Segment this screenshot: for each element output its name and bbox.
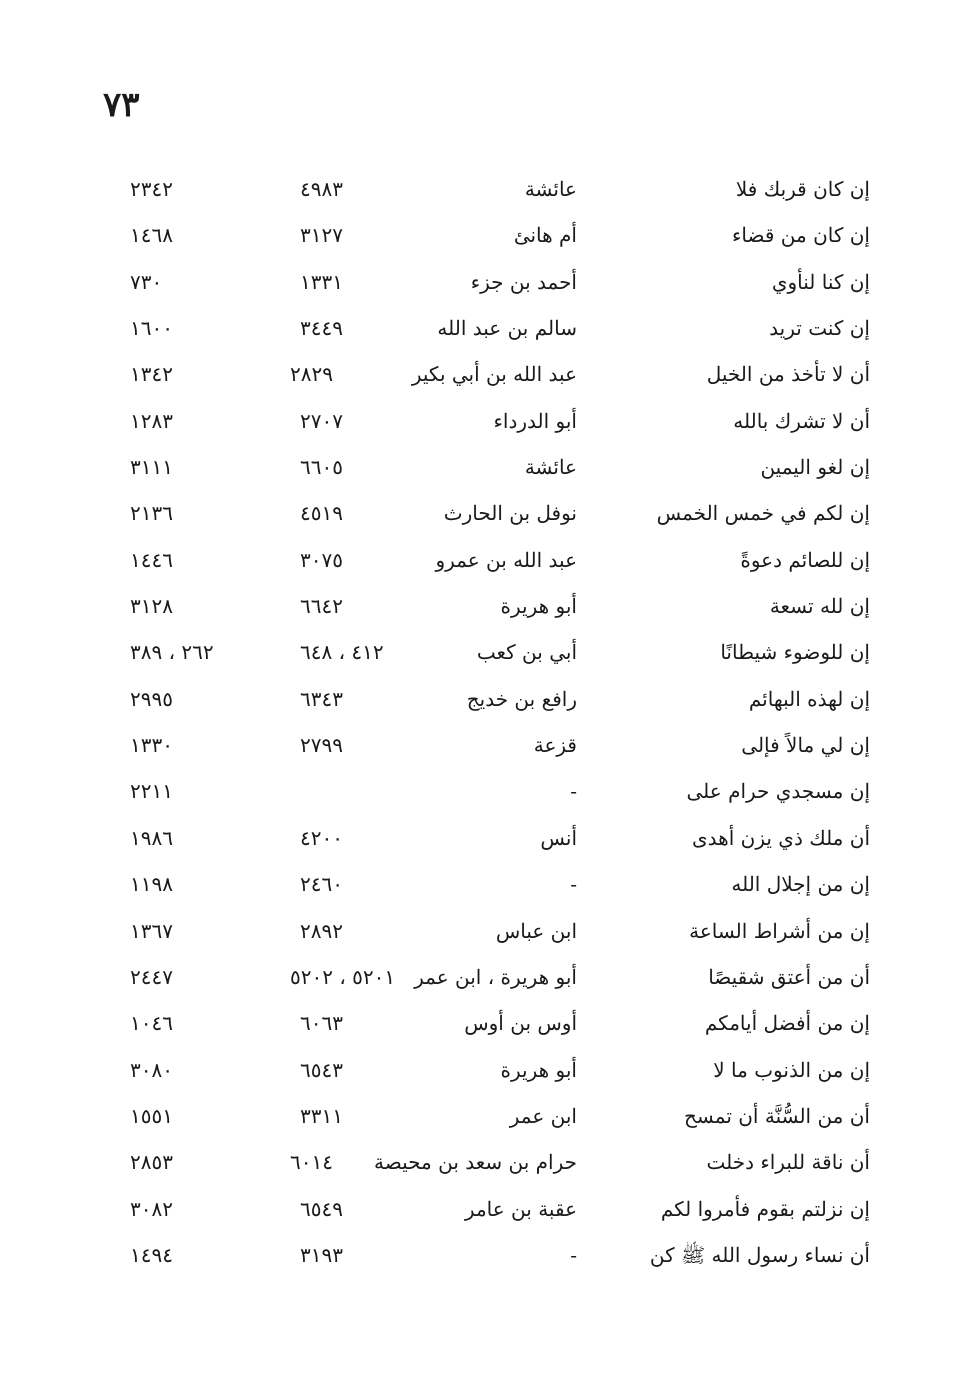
table-row <box>0 216 957 262</box>
hadith-text: إن كان من قضاء <box>732 223 870 248</box>
reference-number-primary: ٦٠١٤ <box>290 1150 333 1175</box>
hadith-text: إن من إجلال الله <box>731 872 870 897</box>
narrator-name: سالم بن عبد الله <box>437 316 577 341</box>
hadith-text: أن من السُّنَّة أن تمسح <box>684 1103 870 1128</box>
narrator-name: - <box>570 872 577 897</box>
table-row <box>0 494 957 540</box>
narrator-name: ابن عباس <box>495 918 577 943</box>
reference-number-primary: ٣١٢٧ <box>300 223 343 248</box>
reference-number-secondary: ١٥٥١ <box>130 1103 173 1128</box>
reference-number-secondary: ١٤٩٤ <box>130 1242 173 1267</box>
reference-number-primary: ٤٢٠٠ <box>300 825 343 850</box>
reference-number-secondary: ٧٣٠ <box>130 269 163 294</box>
table-row <box>0 912 957 958</box>
reference-number-primary: ٣٠٧٥ <box>300 547 343 572</box>
table-row <box>0 633 957 679</box>
table-row <box>0 355 957 401</box>
table-row <box>0 263 957 309</box>
narrator-name: - <box>570 1242 577 1267</box>
table-row <box>0 1097 957 1143</box>
reference-number-secondary: ٣٠٨٠ <box>130 1057 173 1082</box>
reference-number-primary: ٦٦٠٥ <box>300 455 343 480</box>
table-row <box>0 1190 957 1236</box>
narrator-name: عائشة <box>524 177 577 201</box>
reference-number-secondary: ٣١٢٨ <box>130 594 173 619</box>
table-row <box>0 819 957 865</box>
reference-number-primary: ٦٦٤٢ <box>300 594 343 619</box>
reference-number-secondary: ١٤٦٨ <box>130 223 173 248</box>
narrator-name: عقبة بن عامر <box>464 1196 577 1221</box>
hadith-text: إن لي مالاً فإلى <box>741 733 870 758</box>
narrator-name: نوفل بن الحارث <box>443 501 577 526</box>
reference-number-secondary: ٢٣٤٢ <box>130 177 173 201</box>
narrator-name: قزعة <box>533 733 577 758</box>
reference-number-secondary: ٢٢١١ <box>130 779 173 804</box>
reference-number-secondary: ٢٤٤٧ <box>130 964 173 989</box>
hadith-text: إن لغو اليمين <box>760 455 870 480</box>
hadith-text: إن من أشراط الساعة <box>689 918 870 943</box>
hadith-text: إن كان قربك فلا <box>735 177 870 201</box>
reference-number-primary: ٤٩٨٣ <box>300 177 343 201</box>
narrator-name: - <box>570 779 577 804</box>
table-row <box>0 448 957 494</box>
narrator-name: ابن عمر <box>509 1103 577 1128</box>
table-row <box>0 170 957 216</box>
reference-number-primary: ٦٥٤٣ <box>300 1057 343 1082</box>
table-row <box>0 680 957 726</box>
reference-number-secondary: ١١٩٨ <box>130 872 173 897</box>
hadith-text: أن نساء رسول الله ﷺ كن <box>649 1242 870 1267</box>
hadith-index-table <box>0 170 957 1282</box>
table-row <box>0 402 957 448</box>
hadith-text: أن ملك ذي يزن أهدى <box>692 825 870 850</box>
table-row <box>0 865 957 911</box>
table-row <box>0 1004 957 1050</box>
reference-number-primary: ٢٤٦٠ <box>300 872 343 897</box>
reference-number-primary: ٢٨٢٩ <box>290 362 333 387</box>
hadith-text: إن لهذه البهائم <box>748 686 870 711</box>
table-row <box>0 1051 957 1097</box>
hadith-text: إن من أفضل أيامكم <box>704 1011 870 1036</box>
reference-number-primary: ٣٣١١ <box>300 1103 343 1128</box>
reference-number-secondary: ١٣٣٠ <box>130 733 173 758</box>
narrator-name: أحمد بن جزء <box>470 269 577 294</box>
table-row <box>0 309 957 355</box>
narrator-name: عبد الله بن أبي بكير <box>411 362 577 387</box>
reference-number-secondary: ١٣٤٢ <box>130 362 173 387</box>
hadith-text: إن مسجدي حرام على <box>686 779 870 804</box>
reference-number-primary: ٦٠٦٣ <box>300 1011 343 1036</box>
hadith-text: إن من الذنوب ما لا <box>713 1057 870 1082</box>
hadith-text: إن كنا لنأوي <box>771 269 870 294</box>
hadith-text: إن للوضوء شيطانًا <box>720 640 870 665</box>
narrator-name: أبو الدرداء <box>493 408 577 433</box>
reference-number-secondary: ٢٦٢ ، ٣٨٩ <box>130 640 214 665</box>
reference-number-secondary: ١٠٤٦ <box>130 1011 173 1036</box>
hadith-text: أن من أعتق شقيصًا <box>708 964 870 989</box>
table-row <box>0 726 957 772</box>
table-row <box>0 1236 957 1282</box>
table-row <box>0 541 957 587</box>
narrator-name: رافع بن خديج <box>466 686 577 711</box>
reference-number-secondary: ٢٨٥٣ <box>130 1150 173 1175</box>
page-number: ٧٣ <box>103 85 140 125</box>
narrator-name: أوس بن أوس <box>464 1011 577 1036</box>
hadith-text: أن لا تشرك بالله <box>733 408 870 433</box>
hadith-text: أن ناقة للبراء دخلت <box>706 1150 870 1175</box>
reference-number-secondary: ١٦٠٠ <box>130 316 173 341</box>
reference-number-secondary: ١٤٤٦ <box>130 547 173 572</box>
reference-number-secondary: ١٢٨٣ <box>130 408 173 433</box>
narrator-name: أبو هريرة ، ابن عمر <box>414 964 577 989</box>
hadith-text: إن للصائم دعوةً <box>740 547 870 572</box>
reference-number-primary: ٥٢٠١ ، ٥٢٠٢ <box>290 964 396 989</box>
table-row <box>0 958 957 1004</box>
reference-number-primary: ٢٧٩٩ <box>300 733 343 758</box>
reference-number-primary: ٢٧٠٧ <box>300 408 343 433</box>
narrator-name: حرام بن سعد بن محيصة <box>374 1150 577 1175</box>
narrator-name: أم هانئ <box>513 223 577 248</box>
hadith-text: إن كنت تريد <box>769 316 870 341</box>
narrator-name: عائشة <box>524 455 577 480</box>
reference-number-secondary: ٢٩٩٥ <box>130 686 173 711</box>
narrator-name: عبد الله بن عمرو <box>435 547 577 572</box>
table-row <box>0 1143 957 1189</box>
hadith-text: إن نزلتم بقوم فأمروا لكم <box>660 1196 870 1221</box>
reference-number-primary: ٢٨٩٢ <box>300 918 343 943</box>
reference-number-primary: ٦٥٤٩ <box>300 1196 343 1221</box>
narrator-name: أبو هريرة <box>500 594 577 619</box>
reference-number-primary: ٤١٢ ، ٦٤٨ <box>300 640 384 665</box>
hadith-text: إن لله تسعة <box>769 594 870 619</box>
reference-number-primary: ٣٤٤٩ <box>300 316 343 341</box>
table-row <box>0 587 957 633</box>
reference-number-primary: ٣١٩٣ <box>300 1242 343 1267</box>
narrator-name: أنس <box>540 825 577 850</box>
narrator-name: أبو هريرة <box>500 1057 577 1082</box>
table-row <box>0 772 957 818</box>
hadith-text: إن لكم في خمس الخمس <box>656 501 870 526</box>
reference-number-secondary: ٣١١١ <box>130 455 173 480</box>
reference-number-secondary: ٣٠٨٢ <box>130 1196 173 1221</box>
narrator-name: أبي بن كعب <box>476 640 577 665</box>
reference-number-primary: ١٣٣١ <box>300 269 343 294</box>
hadith-text: أن لا تأخذ من الخيل <box>706 362 870 387</box>
reference-number-secondary: ٢١٣٦ <box>130 501 173 526</box>
reference-number-primary: ٦٣٤٣ <box>300 686 343 711</box>
reference-number-secondary: ١٩٨٦ <box>130 825 173 850</box>
reference-number-secondary: ١٣٦٧ <box>130 918 173 943</box>
reference-number-primary: ٤٥١٩ <box>300 501 343 526</box>
